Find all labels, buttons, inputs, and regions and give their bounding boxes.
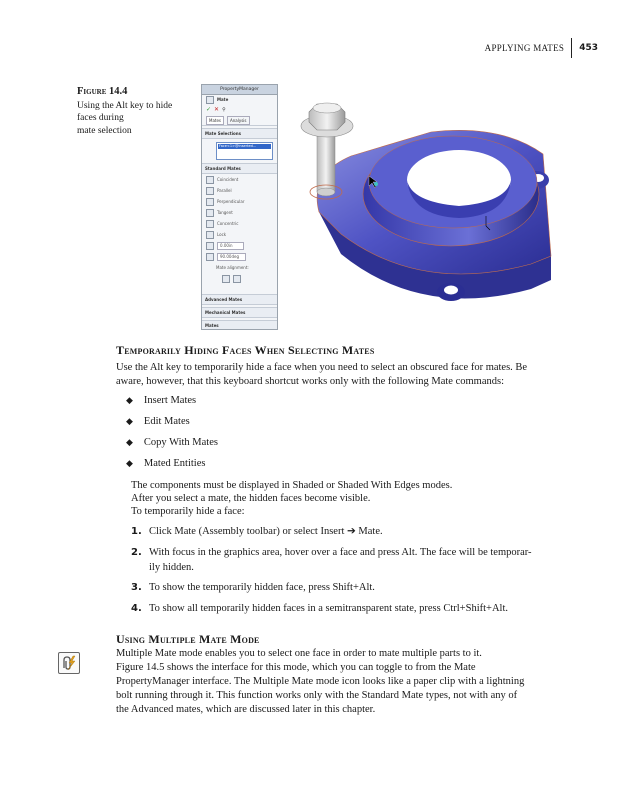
body-line: To temporarily hide a face:: [131, 506, 245, 517]
numbered-step: 3. To show the temporarily hidden face, press Shift+Alt.: [131, 582, 375, 593]
body-line: PropertyManager interface. The Multiple Mate mode icon looks like a paper clip with a lightning: [116, 676, 525, 687]
figure-caption: [77, 86, 197, 137]
mate-icon: [206, 96, 214, 104]
list-item: ◆ Edit Mates: [126, 416, 190, 427]
mate-option[interactable]: Tangent: [202, 207, 277, 218]
section-title: APPLYING MATES: [485, 38, 573, 58]
property-manager-panel: [201, 84, 278, 330]
concentric-icon: [206, 220, 214, 228]
tab-mates[interactable]: Mates: [206, 116, 224, 125]
angle-field[interactable]: 90.00deg: [202, 251, 277, 262]
tabs: [202, 115, 277, 126]
numbered-step: 2. With focus in the graphics area, hover over a face and press Alt. The face will be temporar- ily hidden.: [131, 547, 532, 573]
section-heading: Using Multiple Mate Mode: [116, 632, 260, 646]
selection-item[interactable]: Face<1>@inserted...: [218, 144, 271, 149]
body-line: The components must be displayed in Shaded or Shaded With Edges modes.: [131, 480, 453, 491]
advanced-mates-header[interactable]: Advanced Mates: [202, 294, 277, 305]
mate-option[interactable]: Lock: [202, 229, 277, 240]
bullet-diamond-icon: ◆: [126, 437, 133, 447]
page-number: 453: [579, 43, 598, 53]
pushpin-icon[interactable]: ⚲: [222, 107, 226, 113]
distance-icon: [206, 242, 214, 250]
section-heading: Temporarily Hiding Faces When Selecting Mates: [116, 343, 375, 357]
panel-title: PropertyManager: [202, 85, 277, 95]
caption-line: mate selection: [77, 125, 132, 136]
body-line: bolt running through it. This function works only with the Standard Mate types, not with any of: [116, 690, 518, 701]
mate-label: Mate: [217, 97, 229, 102]
numbered-step: 1. Click Mate (Assembly toolbar) or select Insert ➔ Mate.: [131, 526, 383, 537]
intro-line: aware, however, that this keyboard shortcut works only with the following Mate commands:: [116, 376, 504, 387]
mate-option[interactable]: Perpendicular: [202, 196, 277, 207]
caption-line: Using the Alt key to hide: [77, 100, 173, 111]
mate-selections-box[interactable]: [216, 142, 273, 160]
body-line: Figure 14.5 shows the interface for this mode, which you can toggle to from the Mate: [116, 662, 476, 673]
mate-option[interactable]: Parallel: [202, 185, 277, 196]
figure-label: Figure 14.4: [77, 86, 128, 97]
lock-icon: [206, 231, 214, 239]
mate-alignment-label: Mate alignment:: [216, 265, 249, 270]
distance-field[interactable]: 0.00in: [202, 240, 277, 251]
body-line: Multiple Mate mode enables you to select one face in order to mate multiple parts to it.: [116, 648, 482, 659]
caption-line: faces during: [77, 113, 124, 123]
cancel-x-icon[interactable]: ✕: [214, 106, 220, 113]
running-header: [485, 37, 598, 59]
anti-aligned-icon[interactable]: [233, 275, 241, 283]
bullet-diamond-icon: ◆: [126, 458, 133, 468]
list-item: ◆ Copy With Mates: [126, 437, 218, 448]
angle-icon: [206, 253, 214, 261]
perpendicular-icon: [206, 198, 214, 206]
numbered-step: 4. To show all temporarily hidden faces in a semitransparent state, press Ctrl+Shift+Alt.: [131, 603, 508, 614]
tangent-icon: [206, 209, 214, 217]
mate-header: [202, 95, 277, 105]
body-line: After you select a mate, the hidden faces become visible.: [131, 493, 371, 504]
body-line: the Advanced mates, which are discussed later in this chapter.: [116, 704, 376, 715]
list-item: ◆ Mated Entities: [126, 458, 206, 469]
figure-14-4: [201, 84, 553, 328]
flange-3d-model: [281, 84, 553, 328]
action-buttons: [202, 105, 277, 115]
standard-mates-header[interactable]: Standard Mates: [202, 163, 277, 174]
coincident-icon: [206, 176, 214, 184]
mechanical-mates-header[interactable]: Mechanical Mates: [202, 307, 277, 318]
aligned-icon[interactable]: [222, 275, 230, 283]
tab-analysis[interactable]: Analysis: [227, 116, 249, 125]
list-item: ◆ Insert Mates: [126, 395, 197, 406]
mate-option[interactable]: Concentric: [202, 218, 277, 229]
parallel-icon: [206, 187, 214, 195]
mates-header[interactable]: Mates: [202, 320, 277, 330]
ok-check-icon[interactable]: ✓: [206, 106, 212, 113]
intro-line: Use the Alt key to temporarily hide a face when you need to select an obscured face for mates. Be: [116, 362, 528, 373]
bullet-diamond-icon: ◆: [126, 416, 133, 426]
multiple-mate-icon: [58, 652, 80, 674]
mate-selections-header[interactable]: Mate Selections: [202, 128, 277, 139]
bullet-diamond-icon: ◆: [126, 395, 133, 405]
alignment-buttons[interactable]: [202, 273, 277, 284]
mate-option[interactable]: Coincident: [202, 174, 277, 185]
